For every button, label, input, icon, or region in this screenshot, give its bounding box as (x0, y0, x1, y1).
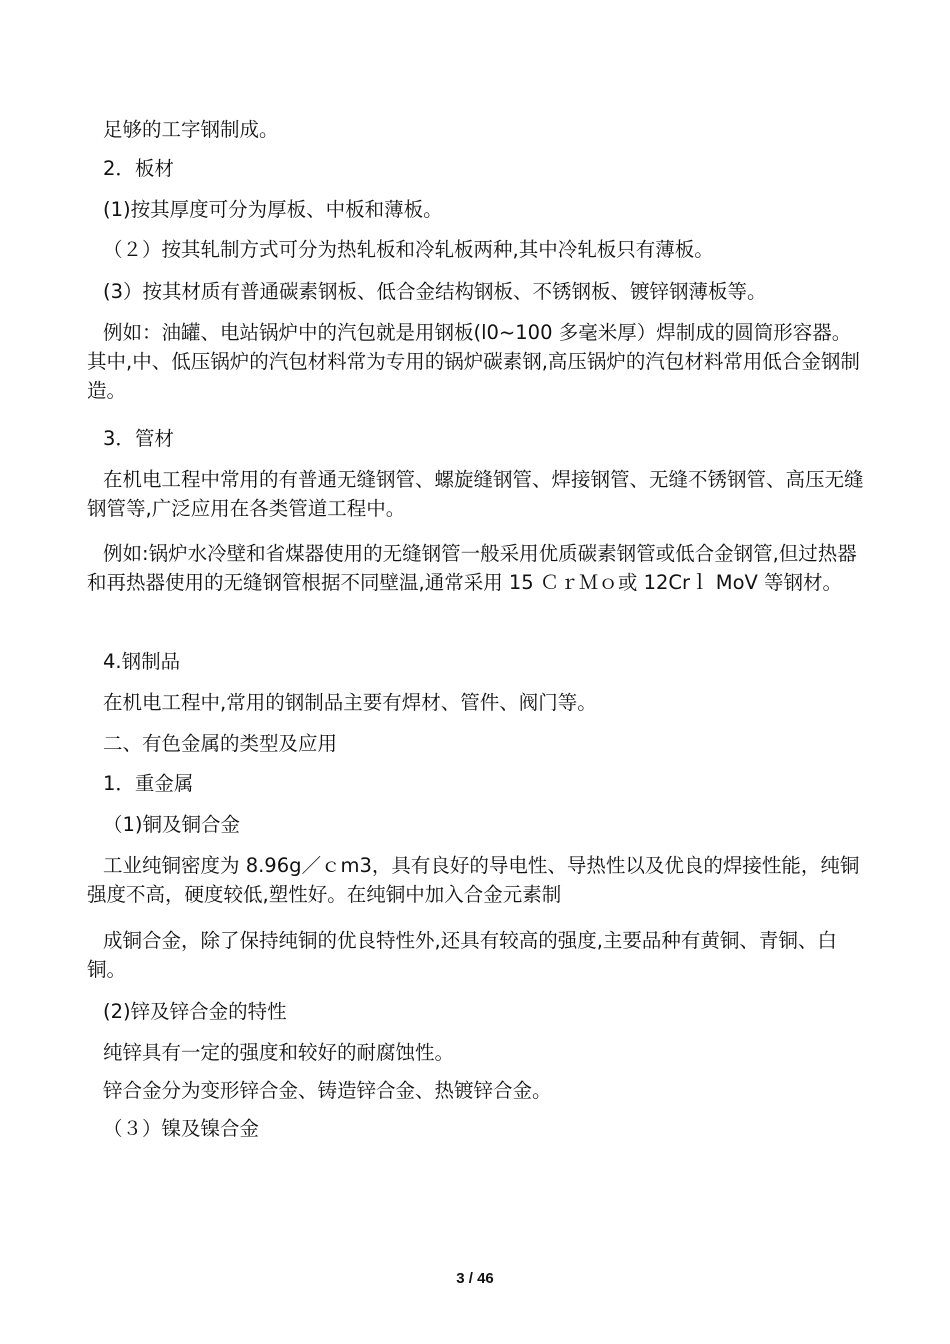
section-heading: 2．板材 (103, 157, 174, 180)
paragraph: 工业纯铜密度为 8.96g／ｃm3，具有良好的导电性、导热性以及优良的焊接性能，纯铜强度不高，硬度较低,塑性好。在纯铜中加入合金元素制 (87, 854, 860, 906)
section-heading: 1．重金属 (103, 772, 194, 795)
paragraph: 足够的工字钢制成。 (103, 118, 279, 141)
paragraph: 在机电工程中常用的有普通无缝钢管、螺旋缝钢管、焊接钢管、无缝不锈钢管、高压无缝钢管等,广泛应用在各类管道工程中。 (87, 468, 864, 520)
paragraph: 例如:锅炉水冷壁和省煤器使用的无缝钢管一般采用优质碳素钢管或低合金钢管,但过热器和再热器使用的无缝钢管根据不同壁温,通常采用 15 ＣｒＭｏ或 12Crｌ MoV 等钢材。 (87, 542, 857, 594)
page-number: 3 / 46 (456, 1270, 494, 1287)
section-heading: (2)锌及锌合金的特性 (103, 1000, 287, 1023)
paragraph: 锌合金分为变形锌合金、铸造锌合金、热镀锌合金。 (103, 1079, 552, 1102)
section-heading: （３）镍及镍合金 (103, 1117, 260, 1140)
section-heading: 二、有色金属的类型及应用 (103, 732, 338, 755)
section-heading: （1)铜及铜合金 (103, 813, 241, 836)
paragraph: 成铜合金，除了保持纯铜的优良特性外,还具有较高的强度,主要品种有黄铜、青铜、白铜。 (87, 929, 837, 981)
paragraph: 在机电工程中,常用的钢制品主要有焊材、管件、阀门等。 (103, 691, 597, 714)
section-heading: 3．管材 (103, 427, 174, 450)
paragraph: （２）按其轧制方式可分为热轧板和冷轧板两种,其中冷轧板只有薄板。 (103, 238, 714, 261)
section-heading: 4.钢制品 (103, 650, 181, 673)
paragraph: 例如：油罐、电站锅炉中的汽包就是用钢板(l0~100 多毫米厚）焊制成的圆筒形容器。其中,中、低压锅炉的汽包材料常为专用的锅炉碳素钢,高压锅炉的汽包材料常用低合金钢制造。 (87, 321, 860, 402)
paragraph: 纯锌具有一定的强度和较好的耐腐蚀性。 (103, 1041, 455, 1064)
paragraph: (3）按其材质有普通碳素钢板、低合金结构钢板、不锈钢板、镀锌钢薄板等。 (103, 280, 767, 303)
paragraph: (1)按其厚度可分为厚板、中板和薄板。 (103, 198, 443, 221)
